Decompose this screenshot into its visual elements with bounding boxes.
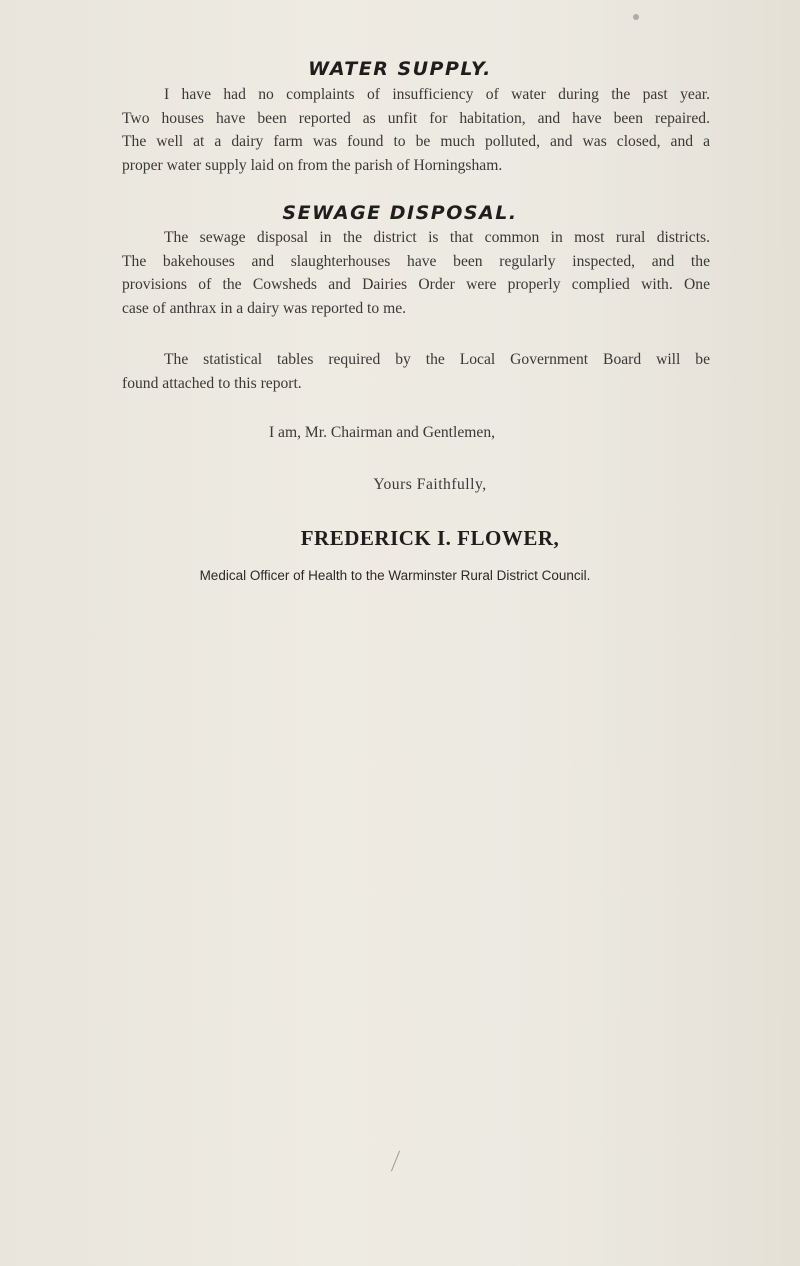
paragraph-line: Two houses have been reported as unfit for habitation, and have been repaired.: [122, 109, 710, 127]
sewage-disposal-paragraph: [122, 226, 710, 320]
paragraph-line: The well at a dairy farm was found to be much polluted, and was closed, and a: [122, 133, 710, 150]
paragraph-line: provisions of the Cowsheds and Dairies Order were properly complied with. One: [122, 276, 710, 293]
stray-pencil-mark: [391, 1151, 400, 1172]
paragraph-line: The statistical tables required by the Local Government Board will be: [164, 351, 710, 368]
paragraph-line: The sewage disposal in the district is that common in most rural districts.: [164, 229, 710, 246]
valediction-line: Yours Faithfully,: [373, 476, 487, 493]
paragraph-line: found attached to this report.: [122, 374, 302, 392]
paragraph-line: I have had no complaints of insufficiency of water during the past year.: [164, 86, 710, 103]
sewage-disposal-heading: SEWAGE DISPOSAL.: [282, 202, 518, 224]
statistical-tables-paragraph: [122, 348, 710, 395]
paragraph-line: The bakehouses and slaughterhouses have been regularly inspected, and the: [122, 252, 710, 270]
signatory-name: FREDERICK I. FLOWER,: [300, 526, 560, 550]
signatory-role: Medical Officer of Health to the Warminster Rural District Council.: [199, 568, 591, 583]
water-supply-heading: WATER SUPPLY.: [308, 58, 492, 80]
page-speck: [633, 14, 639, 20]
paragraph-line: proper water supply laid on from the parish of Horningsham.: [122, 156, 503, 174]
salutation-line: I am, Mr. Chairman and Gentlemen,: [268, 424, 496, 441]
water-supply-paragraph: [122, 83, 710, 177]
paragraph-line: case of anthrax in a dairy was reported to me.: [122, 299, 407, 317]
